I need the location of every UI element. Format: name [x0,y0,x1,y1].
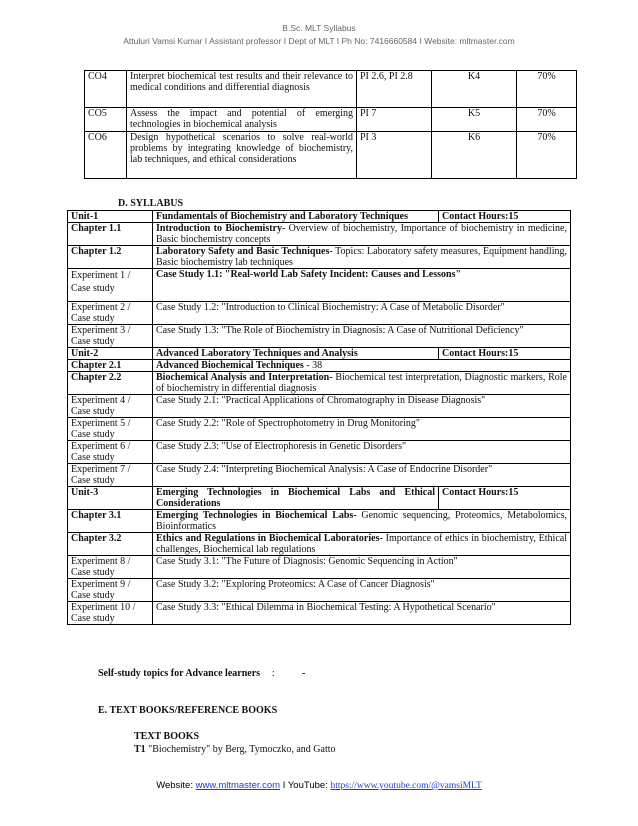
chapter-label: Chapter 1.2 [68,246,153,269]
syllabus-table [67,210,571,625]
chapter-content [153,223,571,246]
experiment-row [68,602,571,625]
text-books-subheading: TEXT BOOKS [134,731,200,742]
co-target: 70% [517,132,577,179]
chapter-title: Emerging Technologies in Biochemical Labs- [156,510,357,521]
chapter-title: Laboratory Safety and Basic Techniques [156,246,330,257]
unit-row [68,211,571,223]
co-description: Interpret biochemical test results and their relevance to medical conditions and differential diagnosis [127,71,357,108]
unit-title: Emerging Technologies in Biochemical Labs and Ethical Considerations [153,487,439,510]
experiment-label: Experiment 2 / Case study [68,302,153,325]
chapter-title: Ethics and Regulations in Biochemical Laboratories- [156,533,383,544]
experiment-label: Experiment 7 / Case study [68,464,153,487]
co-pi: PI 3 [357,132,432,179]
self-study-label: Self-study topics for Advance learners [98,668,261,679]
experiment-text: Case Study 2.3: "Use of Electrophoresis in Genetic Disorders" [153,441,571,464]
unit-label: Unit-1 [68,211,153,223]
text-book-id: T1 [134,744,146,755]
unit-contact-hours: Contact Hours:15 [439,487,571,510]
experiment-label: Experiment 1 / Case study [68,269,153,302]
unit-title: Fundamentals of Biochemistry and Laboratory Techniques [153,211,439,223]
experiment-row [68,302,571,325]
chapter-row [68,372,571,395]
co-row [85,132,577,179]
experiment-label: Experiment 10 / Case study [68,602,153,625]
experiment-row [68,325,571,348]
experiment-label: Experiment 3 / Case study [68,325,153,348]
chapter-row [68,246,571,269]
co-description: Design hypothetical scenarios to solve real-world problems by integrating knowledge of biochemistry, lab techniques, and ethical considerations [127,132,357,179]
chapter-topics: Importance of ethics in biochemistry, Ethical challenges, Biochemical lab regulations [156,533,567,555]
course-outcomes-table [84,70,577,179]
experiment-label: Experiment 5 / Case study [68,418,153,441]
syllabus-heading: D. SYLLABUS [118,198,184,209]
chapter-label: Chapter 3.2 [68,533,153,556]
chapter-topics: - 38 [303,360,323,371]
chapter-title: Introduction to Biochemistry- [156,223,286,234]
header-author-line: Attuluri Vamsi Kumar I Assistant professor I Dept of MLT I Ph No: 7416660584 I Website: mltmaster.com [123,36,515,46]
experiment-text: Case Study 3.2: "Exploring Proteomics: A Case of Cancer Diagnosis" [153,579,571,602]
chapter-label: Chapter 2.1 [68,360,153,372]
experiment-label: Experiment 8 / Case study [68,556,153,579]
co-level: K6 [432,132,517,179]
books-heading: E. TEXT BOOKS/REFERENCE BOOKS [98,705,278,716]
unit-row [68,487,571,510]
footer-website-label: Website: [156,780,196,791]
co-pi: PI 7 [357,108,432,132]
chapter-title: Biochemical Analysis and Interpretation- [156,372,333,383]
self-study-colon: : [272,668,275,679]
experiment-row [68,579,571,602]
co-target: 70% [517,108,577,132]
chapter-topics: - Topics: Laboratory safety measures, Equipment handling, Basic biochemistry lab techniques [156,246,567,268]
footer-separator: I YouTube: [280,780,331,791]
chapter-row [68,360,571,372]
experiment-row [68,464,571,487]
experiment-label: Experiment 4 / Case study [68,395,153,418]
experiment-text: Case Study 2.2: "Role of Spectrophotometry in Drug Monitoring" [153,418,571,441]
experiment-label: Experiment 6 / Case study [68,441,153,464]
chapter-topics: Overview of biochemistry, Importance of biochemistry in medicine, Basic biochemistry concepts [156,223,567,245]
experiment-row [68,441,571,464]
footer-website-link[interactable]: www.mltmaster.com [195,780,281,791]
co-row [85,71,577,108]
unit-contact-hours: Contact Hours:15 [439,348,571,360]
experiment-label: Experiment 9 / Case study [68,579,153,602]
co-row [85,108,577,132]
experiment-text: Case Study 3.1: "The Future of Diagnosis: Genomic Sequencing in Action" [153,556,571,579]
unit-row [68,348,571,360]
experiment-row [68,269,571,302]
chapter-row [68,533,571,556]
chapter-title: Advanced Biochemical Techniques [156,360,304,371]
chapter-content [153,372,571,395]
chapter-row [68,510,571,533]
experiment-text: Case Study 1.2: "Introduction to Clinical Biochemistry: A Case of Metabolic Disorder" [153,302,571,325]
chapter-content [153,246,571,269]
co-description: Assess the impact and potential of emerging technologies in biochemical analysis [127,108,357,132]
experiment-text: Case Study 2.4: "Interpreting Biochemical Analysis: A Case of Endocrine Disorder" [153,464,571,487]
chapter-label: Chapter 3.1 [68,510,153,533]
experiment-text: Case Study 1.1: "Real-world Lab Safety Incident: Causes and Lessons" [153,269,571,302]
co-pi: PI 2.6, PI 2.8 [357,71,432,108]
self-study-value: - [302,668,306,679]
experiment-row [68,418,571,441]
chapter-topics: Genomic sequencing, Proteomics, Metabolomics, Bioinformatics [156,510,567,532]
experiment-text: Case Study 2.1: "Practical Applications of Chromatography in Disease Diagnosis" [153,395,571,418]
footer [0,780,638,791]
co-level: K5 [432,108,517,132]
co-target: 70% [517,71,577,108]
experiment-row [68,556,571,579]
unit-title: Advanced Laboratory Techniques and Analysis [153,348,439,360]
chapter-label: Chapter 2.2 [68,372,153,395]
experiment-row [68,395,571,418]
footer-youtube-link[interactable]: https://www.youtube.com/@vamsiMLT [330,781,482,791]
experiment-text: Case Study 1.3: "The Role of Biochemistry in Diagnosis: A Case of Nutritional Deficiency" [153,325,571,348]
co-id: CO5 [85,108,127,132]
chapter-content [153,510,571,533]
chapter-content [153,533,571,556]
co-id: CO6 [85,132,127,179]
chapter-row [68,223,571,246]
header-title: B.Sc. MLT Syllabus [282,23,356,33]
text-book-title: "Biochemistry" by Berg, Tymoczko, and Gatto [145,744,336,755]
unit-label: Unit-3 [68,487,153,510]
unit-label: Unit-2 [68,348,153,360]
chapter-content [153,360,571,372]
co-id: CO4 [85,71,127,108]
unit-contact-hours: Contact Hours:15 [439,211,571,223]
co-level: K4 [432,71,517,108]
chapter-topics: Biochemical test interpretation, Diagnostic markers, Role of biochemistry in differential diagnosis [156,372,567,394]
chapter-label: Chapter 1.1 [68,223,153,246]
text-book-entry [134,744,336,756]
experiment-text: Case Study 3.3: "Ethical Dilemma in Biochemical Testing: A Hypothetical Scenario" [153,602,571,625]
